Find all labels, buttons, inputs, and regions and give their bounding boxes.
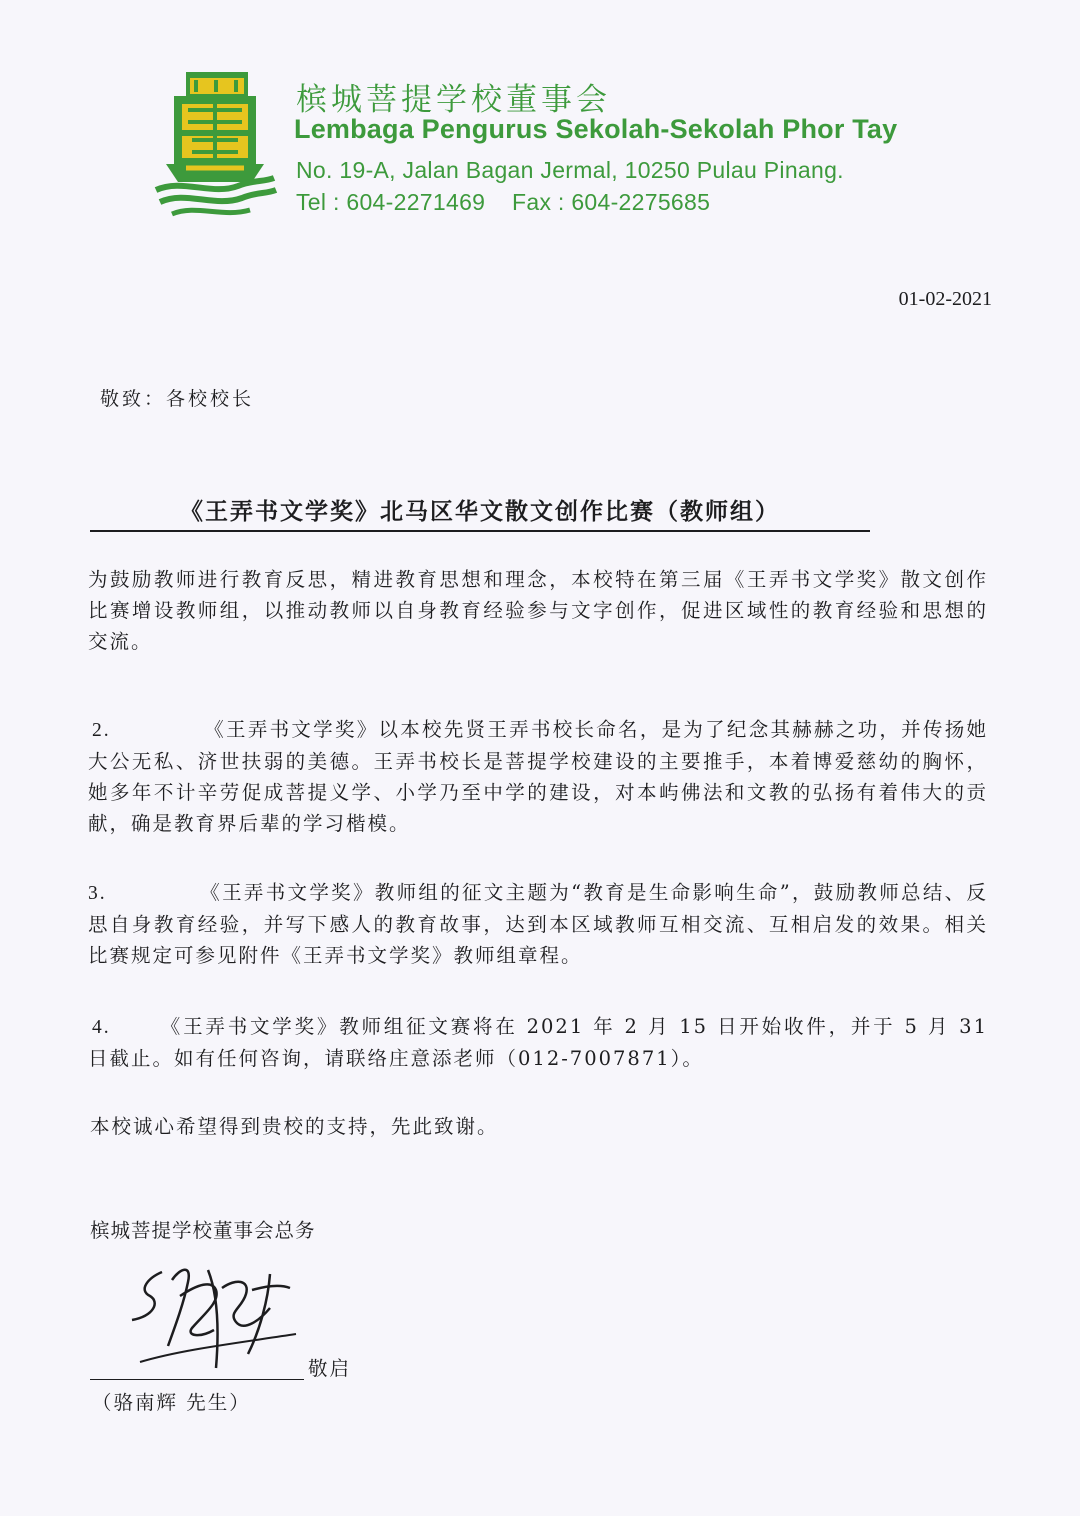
org-name-chinese: 槟城菩提学校董事会 xyxy=(296,82,611,118)
sender-title: 槟城菩提学校董事会总务 xyxy=(90,1219,316,1242)
signature-line xyxy=(90,1379,304,1380)
salutation: 敬致：各校校长 xyxy=(100,388,255,410)
handwritten-signature xyxy=(120,1250,310,1380)
paragraph-4 xyxy=(88,1011,988,1074)
paragraph-4-number: 4. xyxy=(92,1017,111,1038)
paragraph-3-number: 3. xyxy=(88,883,107,904)
signer-name: （骆南辉 先生） xyxy=(92,1391,251,1414)
paragraph-3 xyxy=(88,877,988,971)
paragraph-3-text: 《王弄书文学奖》教师组的征文主题为“教育是生命影响生命”，鼓励教师总结、反思自身教育经验，并写下感人的教育故事，达到本区域教师互相交流、互相启发的效果。相关比赛规定可参见附件《王弄书文学奖》教师组章程。 xyxy=(88,881,988,967)
paragraph-2-text: 《王弄书文学奖》以本校先贤王弄书校长命名，是为了纪念其赫赫之功，并传扬她大公无私、济世扶弱的美德。王弄书校长是菩提学校建设的主要推手，本着博爱慈幼的胸怀，她多年不计辛劳促成菩提义学、小学乃至中学的建设，对本屿佛法和文教的弘扬有着伟大的贡献，确是教育界后辈的学习楷模。 xyxy=(88,718,988,835)
org-address: No. 19-A, Jalan Bagan Jermal, 10250 Pulau Pinang. xyxy=(296,157,844,183)
signoff: 敬启 xyxy=(308,1357,352,1380)
phor-tay-crest-icon xyxy=(152,66,278,218)
paragraph-2-number: 2. xyxy=(92,720,111,741)
letter-date: 01-02-2021 xyxy=(898,288,992,310)
closing-line: 本校诚心希望得到贵校的支持，先此致谢。 xyxy=(90,1115,499,1138)
org-contact: Tel : 604-2271469 Fax : 604-2275685 xyxy=(296,189,711,215)
paragraph-1: 为鼓励教师进行教育反思，精进教育思想和理念，本校特在第三届《王弄书文学奖》散文创作比赛增设教师组，以推动教师以自身教育经验参与文字创作，促进区域性的教育经验和思想的交流。 xyxy=(88,568,988,653)
paragraph-4-text: 《王弄书文学奖》教师组征文赛将在 2021 年 2 月 15 日开始收件，并于 5 月 31 日截止。如有任何咨询，请联络庄意添老师（012-7007871）。 xyxy=(88,1015,988,1070)
org-name-malay: Lembaga Pengurus Sekolah-Sekolah Phor Tay xyxy=(294,114,898,144)
letter-title: 《王弄书文学奖》北马区华文散文创作比赛（教师组） xyxy=(90,493,870,532)
paragraph-2 xyxy=(88,714,988,839)
